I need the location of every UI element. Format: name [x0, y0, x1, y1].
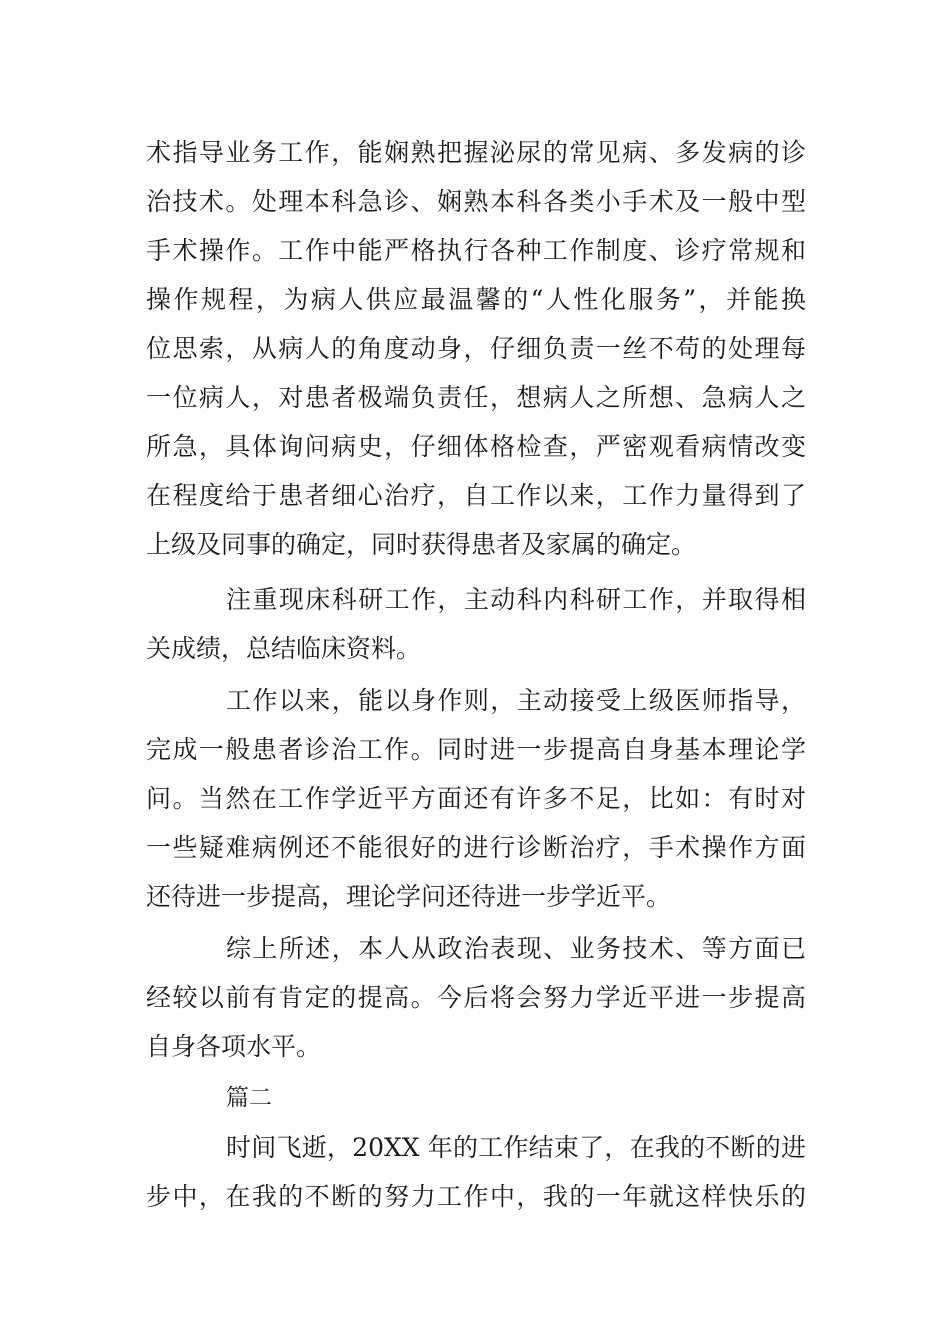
body-text-line: 问。当然在工作学近平方面还有许多不足，比如：有时对: [146, 784, 806, 813]
body-text-line: 位思索，从病人的角度动身，仔细负责一丝不苟的处理每: [146, 334, 806, 363]
body-text-line: 操作规程，为病人供应最温馨的“人性化服务”，并能换: [146, 285, 806, 314]
body-text-line: 治技术。处理本科急诊、娴熟本科各类小手术及一般中型: [146, 187, 806, 216]
body-text-line: 关成绩，总结临床资料。: [146, 634, 422, 663]
body-text-line: 完成一般患者诊治工作。同时进一步提高自身基本理论学: [146, 735, 806, 764]
body-text-line: 一些疑难病例还不能很好的进行诊断治疗，手术操作方面: [146, 833, 806, 862]
body-text-line: 还待进一步提高，理论学问还待进一步学近平。: [146, 882, 672, 911]
paragraph-first-line: 注重现床科研工作，主动科内科研工作，并取得相: [226, 585, 806, 614]
paragraph-first-line: 工作以来，能以身作则，主动接受上级医师指导，: [226, 686, 806, 715]
section-heading: 篇二: [226, 1085, 272, 1111]
body-text-line: 上级及同事的确定，同时获得患者及家属的确定。: [146, 530, 697, 559]
body-text-line: 自身各项水平。: [146, 1032, 322, 1061]
paragraph-first-line: 时间飞逝，20XX 年的工作结束了，在我的不断的进: [226, 1133, 806, 1162]
body-text-line: 所急，具体询问病史，仔细体格检查，严密观看病情改变: [146, 432, 806, 461]
body-text-line: 一位病人，对患者极端负责任，想病人之所想、急病人之: [146, 383, 806, 412]
body-text-line: 经较以前有肯定的提高。今后将会努力学近平进一步提高: [146, 983, 806, 1012]
paragraph-first-line: 综上所述，本人从政治表现、业务技术、等方面已: [226, 934, 806, 963]
body-text-line: 手术操作。工作中能严格执行各种工作制度、诊疗常规和: [146, 236, 806, 265]
body-text-line: 在程度给于患者细心治疗，自工作以来，工作力量得到了: [146, 481, 806, 510]
body-text-line: 术指导业务工作，能娴熟把握泌尿的常见病、多发病的诊: [146, 138, 806, 167]
body-text-line: 步中，在我的不断的努力工作中，我的一年就这样快乐的: [146, 1182, 806, 1211]
